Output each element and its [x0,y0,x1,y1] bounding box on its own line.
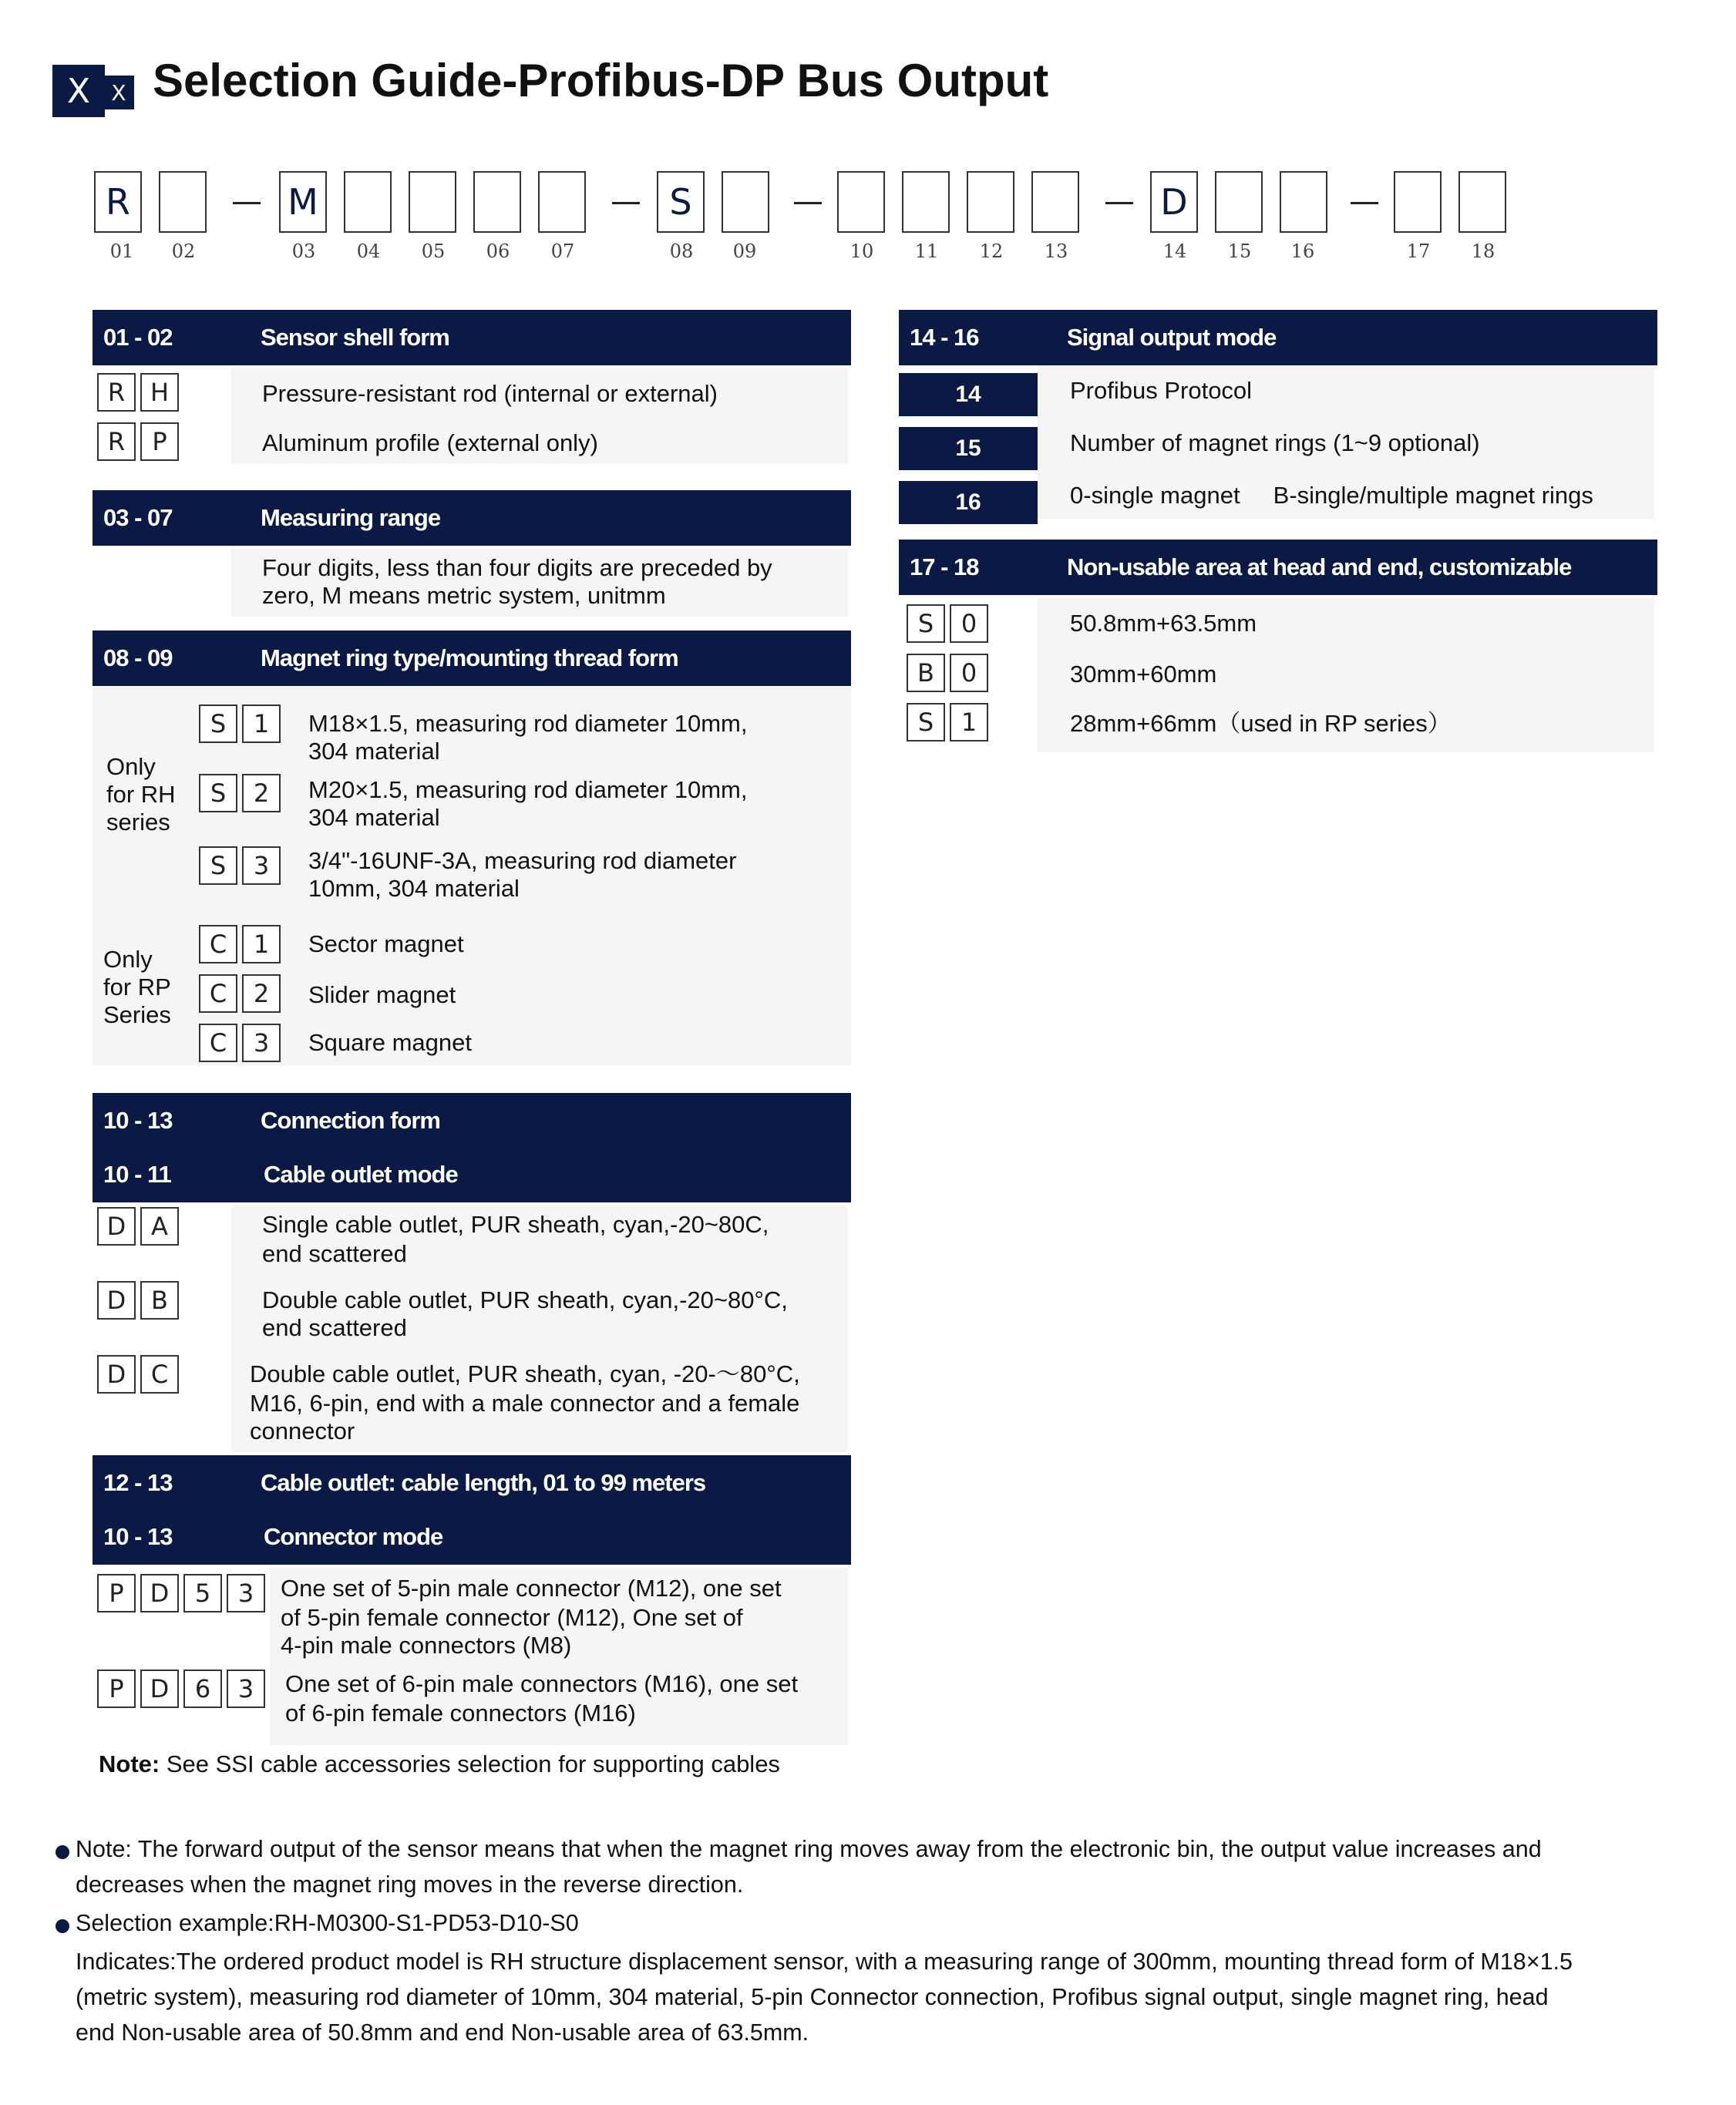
position-number: 02 [171,240,196,262]
code-cell: 0 [950,604,988,643]
code-cell: R [97,422,136,461]
position-number: 01 [109,240,134,262]
code-box-04 [344,171,392,233]
position-number: 06 [486,240,510,262]
section-header-cable-length [93,1455,851,1511]
section-code: 08 - 09 [103,644,173,671]
code-cell: 6 [183,1670,222,1708]
brand-mark-small: X [103,76,134,109]
section-header-magnet [93,630,851,686]
code-cell: 3 [227,1670,265,1708]
code-cell: 1 [242,925,281,963]
code-cell: P [97,1670,136,1708]
option-description: Double cable outlet, PUR sheath, cyan,-20~80°C, [262,1286,788,1313]
section-header-nonusable [899,540,1657,595]
option-description: 304 material [308,738,440,765]
section-header-connector [93,1509,851,1565]
code-cell: C [199,974,237,1013]
section-code: 10 - 11 [103,1161,171,1188]
option-description: of 6-pin female connectors (M16) [285,1700,636,1727]
option-description: 10mm, 304 material [308,875,520,902]
code-dash [1351,202,1378,204]
position-number: 04 [356,240,381,262]
position-number: 09 [732,240,757,262]
code-cell: P [140,422,179,461]
option-description: M18×1.5, measuring rod diameter 10mm, [308,710,748,737]
position-badge: 16 [899,481,1038,524]
option-description: connector [250,1417,355,1444]
range-description-line: Four digits, less than four digits are preceded by [262,554,772,581]
section-header-shell [93,310,851,365]
group-label-rp: for RP [103,973,171,1000]
code-cell: 3 [242,1024,281,1062]
code-cell: D [97,1281,136,1320]
section-code: 10 - 13 [103,1523,173,1550]
section-label: Connector mode [264,1523,443,1550]
code-box-17 [1394,171,1442,233]
position-number: 11 [914,240,939,262]
code-cell: S [199,704,237,743]
section-label: Magnet ring type/mounting thread form [261,644,678,671]
code-cell: 2 [242,974,281,1013]
position-number: 18 [1471,240,1495,262]
option-description: 28mm+66mm（used in RP series） [1070,710,1452,737]
code-cell: 1 [242,704,281,743]
option-description: One set of 6-pin male connectors (M16), one set [285,1670,799,1697]
code-cell: 0 [950,654,988,692]
code-cell: C [140,1355,179,1394]
option-description: Aluminum profile (external only) [262,429,598,456]
code-box-06 [473,171,521,233]
code-box-09 [722,171,769,233]
code-cell: 2 [242,774,281,812]
option-description: 3/4"-16UNF-3A, measuring rod diameter [308,847,737,874]
indicates-line: Indicates:The ordered product model is RH structure displacement sensor, with a measuring range of 300mm, mounting thread form of M18×1.5 [76,1949,1573,1975]
section-label: Connection form [261,1107,440,1134]
note-text: See SSI cable accessories selection for supporting cables [160,1750,780,1777]
option-description: of 5-pin female connector (M12), One set of [281,1604,743,1631]
position-number: 03 [291,240,316,262]
code-box-15 [1215,171,1263,233]
section-code: 17 - 18 [910,553,979,580]
option-description: 4-pin male connectors (M8) [281,1632,572,1659]
code-cell: D [140,1574,179,1612]
code-dash [1105,202,1133,204]
code-box-13 [1031,171,1079,233]
code-cell: P [97,1574,136,1612]
section-label: Measuring range [261,504,441,531]
section-code: 10 - 13 [103,1107,173,1134]
code-box-16 [1280,171,1327,233]
code-box-11 [902,171,950,233]
option-description: end scattered [262,1314,407,1341]
code-dash [794,202,822,204]
option-description: 50.8mm+63.5mm [1070,610,1257,637]
code-cell: 1 [950,703,988,741]
code-box-08: S [657,171,705,233]
section-header-connection [93,1093,851,1148]
code-dash [233,202,261,204]
note-label: Note: [99,1750,160,1777]
option-description: M20×1.5, measuring rod diameter 10mm, [308,776,748,803]
option-description: Square magnet [308,1029,472,1056]
section-label: Cable outlet mode [264,1161,458,1188]
section-label: Signal output mode [1067,324,1277,351]
indicates-line: end Non-usable area of 50.8mm and end Non-usable area of 63.5mm. [76,2019,809,2046]
footer-note-line: decreases when the magnet ring moves in the reverse direction. [76,1871,744,1898]
selection-example: Selection example:RH-M0300-S1-PD53-D10-S0 [76,1910,579,1936]
position-number: 14 [1162,240,1187,262]
code-box-02 [159,171,207,233]
section-header-range [93,490,851,546]
position-number: 15 [1227,240,1252,262]
indicates-line: (metric system), measuring rod diameter of 10mm, 304 material, 5-pin Connector connection, Profibus signal output, single magnet ring, head [76,1984,1549,2010]
section-code: 01 - 02 [103,324,173,351]
code-cell: 3 [227,1574,265,1612]
section-label: Non-usable area at head and end, customizable [1067,553,1572,580]
section-code: 03 - 07 [103,504,173,531]
code-box-10 [837,171,885,233]
section-code: 14 - 16 [910,324,979,351]
bullet-icon [56,1919,69,1933]
position-number: 17 [1406,240,1431,262]
position-number: 12 [979,240,1004,262]
option-description: Pressure-resistant rod (internal or external) [262,380,718,407]
position-badge: 14 [899,373,1038,416]
position-number: 10 [849,240,874,262]
section-label: Sensor shell form [261,324,449,351]
brand-mark-large: X [52,65,105,117]
code-box-12 [967,171,1014,233]
option-description: One set of 5-pin male connector (M12), one set [281,1575,782,1602]
page-title: Selection Guide-Profibus-DP Bus Output [153,55,1049,106]
code-cell: D [140,1670,179,1708]
code-cell: R [97,373,136,412]
position-number: 07 [550,240,575,262]
code-cell: S [199,774,237,812]
group-label-rh: Only [106,753,156,780]
option-description: 30mm+60mm [1070,661,1217,688]
position-number: 08 [669,240,694,262]
code-cell: B [907,654,945,692]
note [99,1750,780,1779]
code-box-14: D [1150,171,1198,233]
option-description: Sector magnet [308,930,464,957]
group-label-rh: for RH [106,781,176,808]
option-description: Double cable outlet, PUR sheath, cyan, -20-～80°C, [250,1360,800,1387]
code-box-03: M [279,171,327,233]
group-label-rp: Only [103,946,153,973]
option-description: Number of magnet rings (1~9 optional) [1070,429,1480,456]
option-description: Slider magnet [308,981,456,1008]
code-cell: C [199,925,237,963]
option-description: Single cable outlet, PUR sheath, cyan,-20~80C, [262,1211,769,1238]
code-cell: S [907,604,945,643]
code-cell: 5 [183,1574,222,1612]
section-header-cable-outlet [93,1147,851,1202]
bullet-icon [56,1845,69,1859]
code-cell: D [97,1355,136,1394]
option-description: M16, 6-pin, end with a male connector and a female [250,1390,800,1417]
code-cell: H [140,373,179,412]
code-box-07 [538,171,586,233]
group-label-rp: Series [103,1001,171,1028]
position-number: 05 [421,240,446,262]
position-number: 13 [1044,240,1068,262]
code-cell: 3 [242,846,281,885]
section-header-signal [899,310,1657,365]
group-label-rh: series [106,809,170,836]
code-cell: C [199,1024,237,1062]
code-cell: B [140,1281,179,1320]
section-code: 12 - 13 [103,1469,173,1496]
code-box-18 [1458,171,1506,233]
range-description-line: zero, M means metric system, unitmm [262,582,666,609]
code-cell: S [199,846,237,885]
position-badge: 15 [899,427,1038,470]
option-description: end scattered [262,1240,407,1267]
option-description: 0-single magnet B-single/multiple magnet rings [1070,482,1593,509]
option-description: 304 material [308,804,440,831]
section-label: Cable outlet: cable length, 01 to 99 meters [261,1469,706,1496]
code-dash [612,202,640,204]
option-description: Profibus Protocol [1070,377,1253,404]
code-cell: S [907,703,945,741]
footer-note-line: Note: The forward output of the sensor means that when the magnet ring moves away from the electronic bin, the output value increases and [76,1836,1542,1862]
code-cell: A [140,1207,179,1246]
code-box-05 [409,171,456,233]
code-box-01: R [94,171,142,233]
code-cell: D [97,1207,136,1246]
position-number: 16 [1290,240,1315,262]
